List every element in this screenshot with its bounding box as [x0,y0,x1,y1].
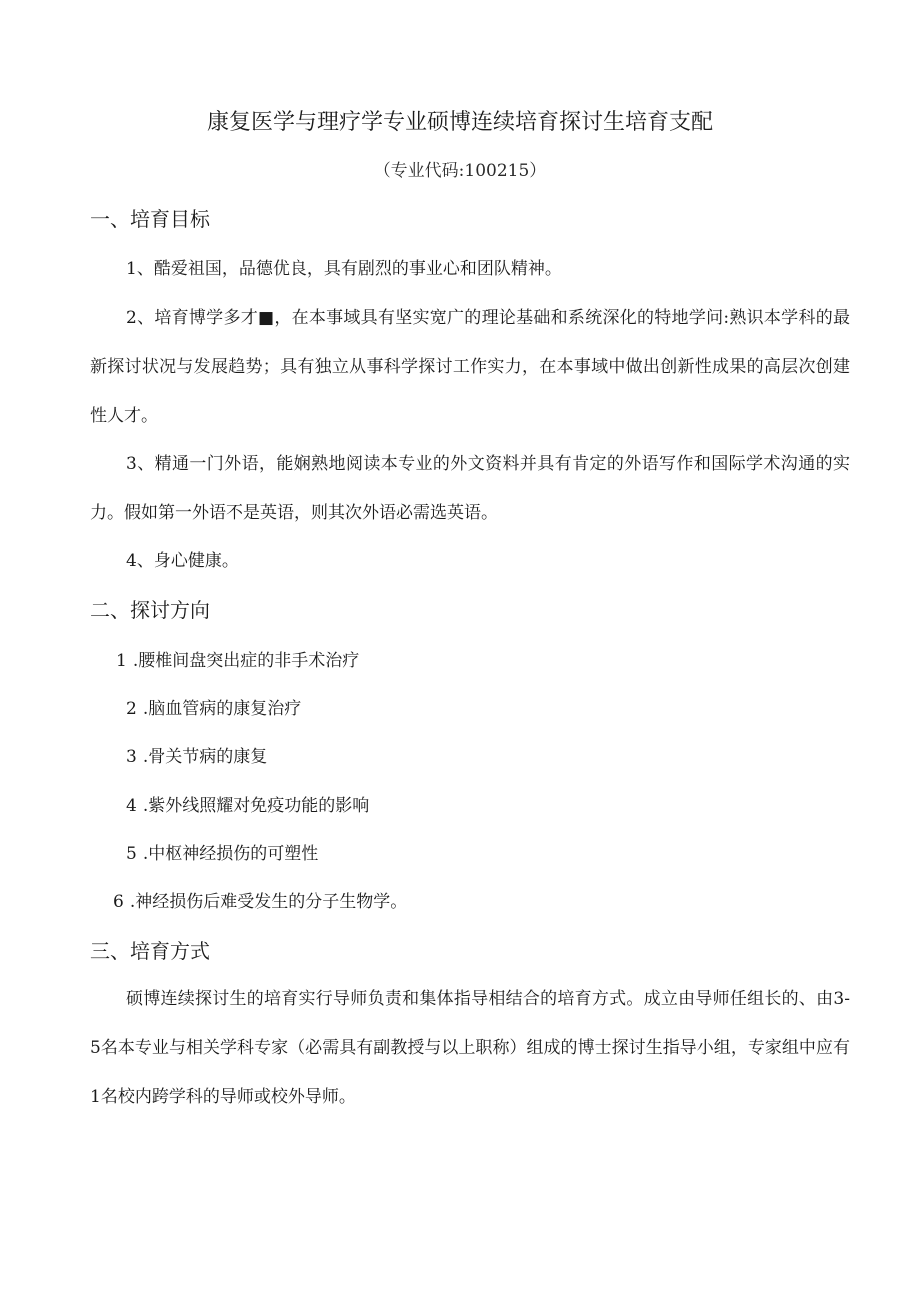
direction-text: .紫外线照耀对免疫功能的影响 [142,796,370,816]
direction-number: 1 [116,651,127,671]
goal-item: 4、身心健康。 [126,551,239,571]
direction-number: 5 [126,844,137,864]
page-title: 康复医学与理疗学专业硕博连续培育探讨生培育支配 [206,110,713,135]
goal-item: 2、培育博学多才■，在本事域具有坚实宽广的理论基础和系统深化的特地学问:熟识本学科的最新探讨状况与发展趋势；具有独立从事科学探讨工作实力，在本事域中做出创新性成果的高层次创建性人才。 [90,308,850,426]
goal-item: 1、酷爱祖国，品德优良，具有剧烈的事业心和团队精神。 [126,259,562,279]
direction-item [126,793,369,819]
section-heading-goals: 一、培育目标 [90,207,210,231]
major-code: （专业代码:100215） [373,161,547,181]
direction-item [126,744,267,770]
section-heading-method: 三、培育方式 [90,939,210,963]
direction-number: 2 [126,699,137,719]
direction-item [113,889,407,915]
direction-number: 6 [113,892,124,912]
method-paragraph: 硕博连续探讨生的培育实行导师负责和集体指导相结合的培育方式。成立由导师任组长的、由3-5名本专业与相关学科专家（必需具有副教授与以上职称）组成的博士探讨生指导小组，专家组中应有1名校内跨学科的导师或校外导师。 [90,989,850,1107]
direction-item [126,696,301,722]
goal-item: 3、精通一门外语，能娴熟地阅读本专业的外文资料并具有肯定的外语写作和国际学术沟通的实力。假如第一外语不是英语，则其次外语必需选英语。 [90,454,850,523]
direction-item [116,648,359,674]
direction-number: 3 [126,747,137,767]
direction-item [126,841,318,867]
direction-text: .骨关节病的康复 [142,747,268,767]
direction-text: .脑血管病的康复治疗 [142,699,302,719]
direction-text: .腰椎间盘突出症的非手术治疗 [132,651,360,671]
direction-text: .中枢神经损伤的可塑性 [142,844,319,864]
direction-text: .神经损伤后难受发生的分子生物学。 [129,892,408,912]
direction-number: 4 [126,796,137,816]
section-heading-directions: 二、探讨方向 [90,598,210,622]
